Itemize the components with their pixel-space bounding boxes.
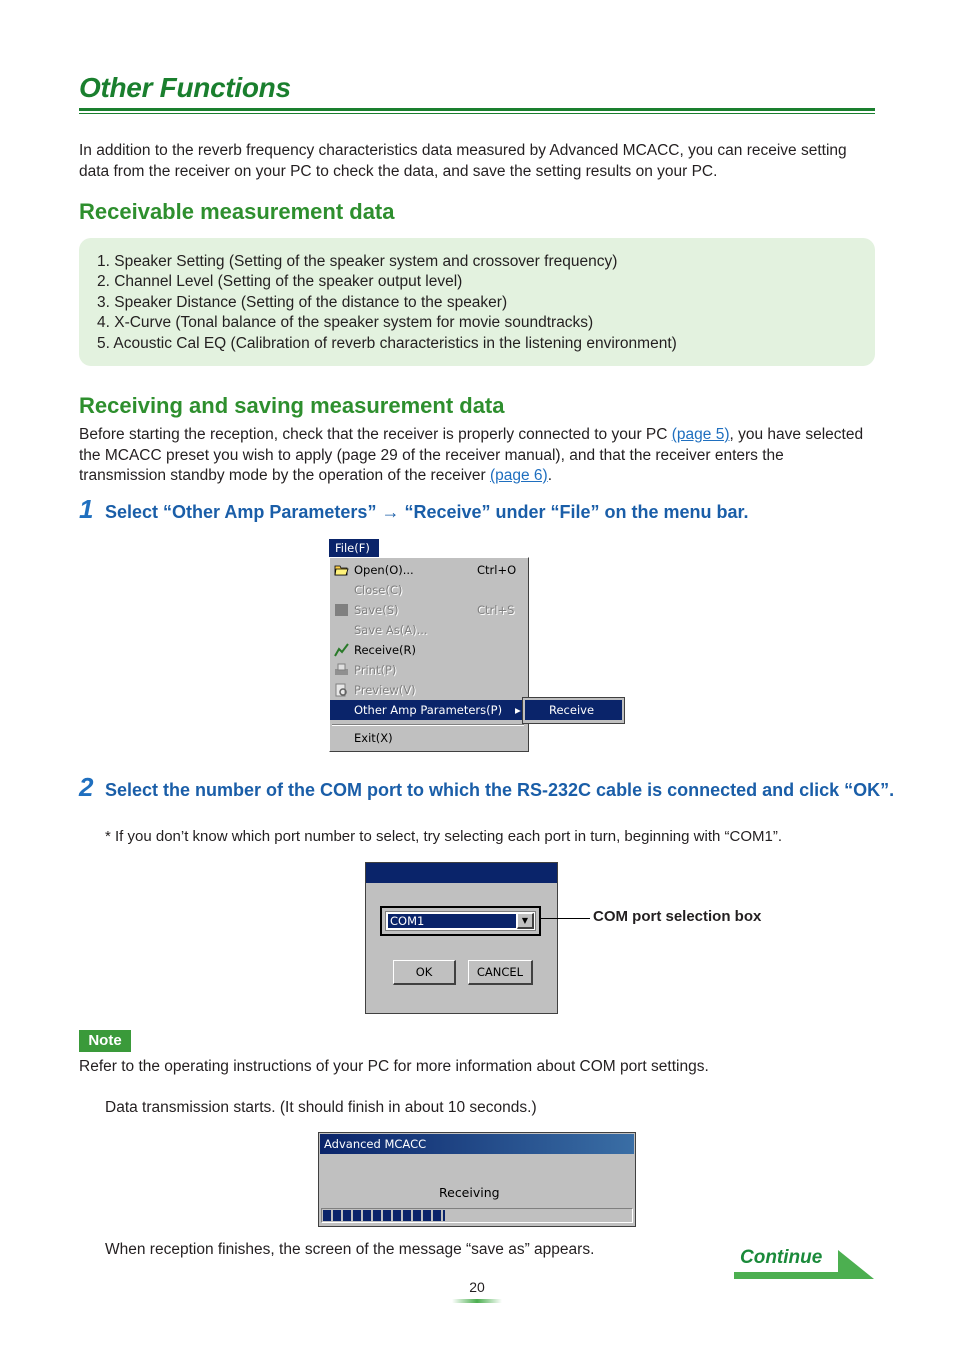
menu-item-receive[interactable]: [330, 640, 526, 660]
step-2-number: 2: [79, 772, 94, 802]
progress-title-bar: Advanced MCACC: [320, 1134, 634, 1154]
file-menu-title[interactable]: [329, 539, 379, 557]
com-port-highlight: [380, 906, 541, 936]
page-title: Other Functions: [79, 72, 291, 103]
menu-item-other-amp-parameters[interactable]: [330, 700, 526, 720]
section-heading-receiving: Receiving and saving measurement data: [79, 393, 505, 418]
list-item: 3. Speaker Distance (Setting of the distance to the speaker): [97, 293, 508, 311]
com-port-dialog: [365, 862, 558, 1014]
menu-item-label: Exit(X): [354, 731, 393, 745]
menu-item-save[interactable]: [330, 600, 526, 620]
menu-item-label: Open(O)...: [354, 563, 414, 577]
receive-icon: [334, 643, 349, 657]
title-rule-thin: [79, 113, 875, 114]
page-5-link[interactable]: (page 5): [671, 426, 730, 443]
menu-item-shortcut: Ctrl+O: [477, 563, 517, 577]
page-number-underline: [452, 1299, 502, 1303]
progress-bar: [321, 1208, 633, 1223]
menu-separator: [332, 724, 524, 726]
submenu: [522, 697, 625, 724]
note-text: Refer to the operating instructions of your PC for more information about COM port settings.: [79, 1058, 709, 1075]
callout-label: COM port selection box: [593, 908, 762, 925]
step-2-text: Select the number of the COM port to which the RS-232C cable is connected and click “OK”.: [105, 780, 895, 800]
section-heading-receivable: Receivable measurement data: [79, 199, 395, 224]
note-tag: Note: [79, 1030, 131, 1052]
dialog-title-bar: [366, 863, 557, 883]
file-menu: [329, 557, 529, 752]
menu-item-label: Save(S): [354, 603, 399, 617]
list-item: 5. Acoustic Cal EQ (Calibration of reverb characteristics in the listening environment): [97, 334, 677, 352]
step-1-number: 1: [79, 494, 94, 524]
menu-item-print[interactable]: [330, 660, 526, 680]
continue-label: Continue: [740, 1247, 823, 1268]
measurement-list: [97, 252, 677, 354]
continue-marker: [734, 1247, 876, 1280]
intro-paragraph: In addition to the reverb frequency characteristics data measured by Advanced MCACC, you can receive setting data from the receiver on your PC to check the data, and save the setting results on your PC.: [79, 142, 847, 180]
printer-icon: [334, 663, 349, 677]
menu-bar-label: File(F): [335, 541, 370, 555]
step-text: Select “Other Amp Parameters”: [105, 502, 382, 522]
menu-item-label: Save As(A)...: [354, 623, 428, 637]
step-2-hint: * If you don’t know which port number to select, try selecting each port in turn, beginning with “COM1”.: [105, 828, 782, 845]
list-item: 2. Channel Level (Setting of the speaker output level): [97, 273, 463, 291]
list-item: 4. X-Curve (Tonal balance of the speaker system for movie soundtracks): [97, 314, 594, 332]
com-port-value: COM1: [388, 914, 516, 928]
step-1-text: [105, 500, 749, 524]
list-item: 1. Speaker Setting (Setting of the speaker system and crossover frequency): [97, 253, 618, 270]
folder-open-icon: [334, 563, 349, 577]
paragraph-text: , you have selected the MCACC preset you wish to apply (page 29 of the receiver manual), and that the receiver enters the transmission standby mode by the operation of the receiver: [79, 426, 864, 484]
progress-dialog: [318, 1132, 636, 1227]
progress-status: Receiving: [439, 1185, 500, 1200]
connection-paragraph: [79, 425, 875, 487]
callout-line: [540, 918, 590, 919]
submenu-label: Receive: [549, 703, 595, 717]
menu-item-label: Preview(V): [354, 683, 416, 697]
disk-icon: [334, 603, 349, 617]
menu-item-preview[interactable]: [330, 680, 526, 700]
transmission-text: Data transmission starts. (It should finish in about 10 seconds.): [105, 1099, 537, 1116]
page-6-link[interactable]: (page 6): [489, 467, 548, 484]
preview-icon: [334, 683, 349, 697]
submenu-arrow-icon: ▸: [515, 703, 521, 717]
arrow-icon: →: [381, 502, 400, 522]
page-number: 20: [469, 1279, 485, 1295]
menu-item-label: Close(C): [354, 583, 403, 597]
com-port-select[interactable]: [385, 911, 536, 931]
step-text: “Receive” under “File” on the menu bar.: [399, 502, 749, 522]
paragraph-text: .: [547, 467, 553, 484]
menu-item-save-as[interactable]: [330, 620, 526, 640]
menu-item-label: Print(P): [354, 663, 397, 677]
menu-item-exit[interactable]: [330, 728, 526, 748]
paragraph-text: Before starting the reception, check that the receiver is properly connected to your PC: [79, 426, 672, 443]
progress-fill: [323, 1210, 445, 1221]
menu-item-open[interactable]: [330, 560, 526, 580]
ok-button[interactable]: OK: [393, 960, 456, 985]
menu-item-close[interactable]: [330, 580, 526, 600]
menu-item-label: Receive(R): [354, 643, 416, 657]
menu-item-shortcut: Ctrl+S: [477, 603, 515, 617]
cancel-button[interactable]: CANCEL: [468, 960, 533, 985]
title-rule: [79, 108, 875, 111]
menu-item-label: Other Amp Parameters(P): [354, 703, 503, 717]
submenu-item-receive[interactable]: [525, 700, 622, 720]
chevron-down-icon[interactable]: ▼: [517, 913, 534, 929]
finish-text: When reception finishes, the screen of the message “save as” appears.: [105, 1241, 595, 1258]
